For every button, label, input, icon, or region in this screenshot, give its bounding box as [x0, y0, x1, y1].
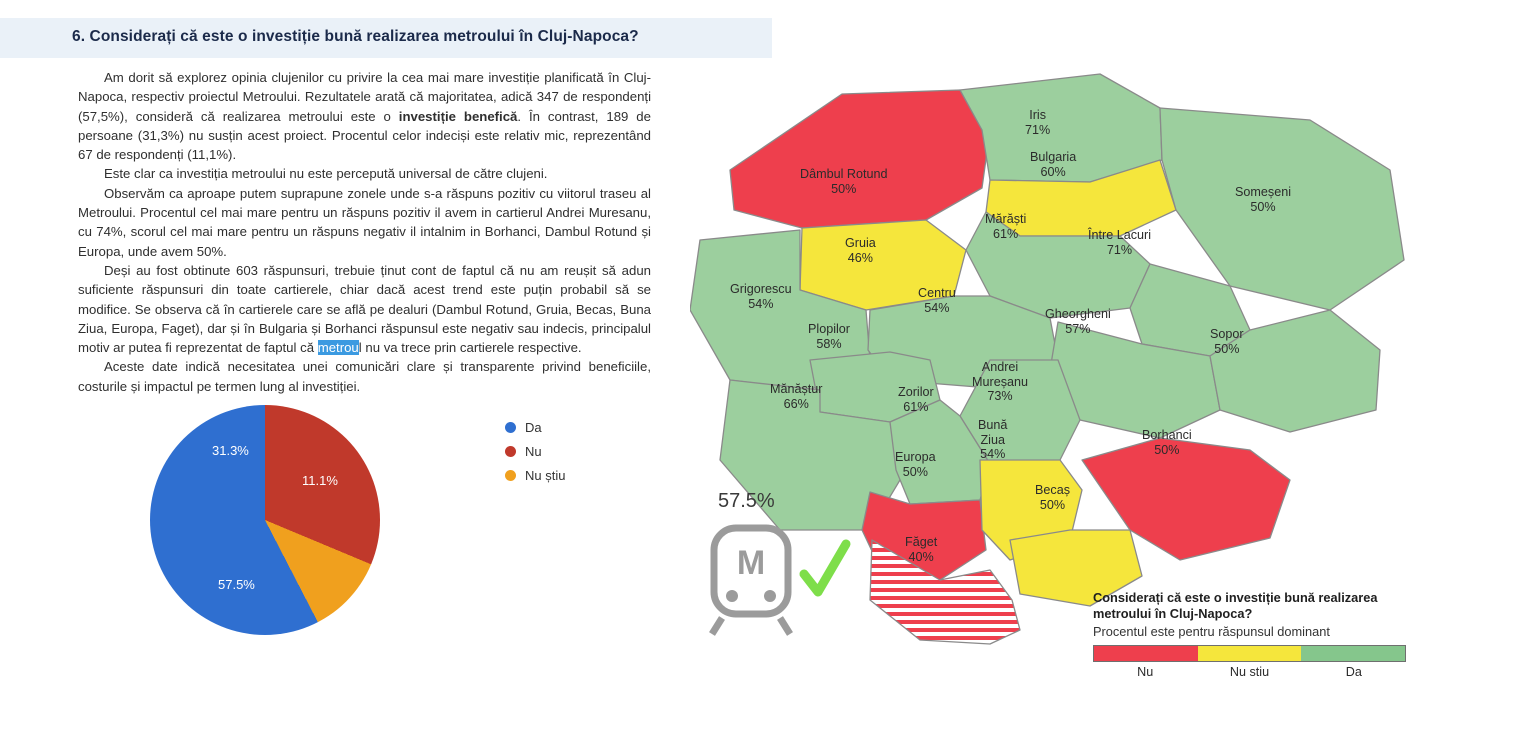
map-legend-seg-da: [1301, 646, 1405, 661]
map-label-grigorescu-name: Grigorescu: [730, 282, 792, 296]
map-label-gheorgheni-value: 57%: [1065, 321, 1091, 336]
map-label-dambul-name: Dâmbul Rotund: [800, 167, 888, 181]
map-label-gruia-name: Gruia: [845, 236, 876, 250]
paragraph-2: Este clar ca investiția metroului nu este percepută universal de către clujeni.: [104, 166, 548, 182]
metro-icon-group: [700, 518, 900, 638]
legend-swatch-nu: [505, 446, 516, 457]
legend-swatch-da: [505, 422, 516, 433]
legend-item-nustiu: [505, 463, 625, 487]
map-label-bulgaria-name: Bulgaria: [1030, 150, 1077, 164]
map-label-becas-value: 50%: [1039, 497, 1066, 512]
map-label-sopor-name: Sopor: [1210, 327, 1244, 341]
map-label-sopor-value: 50%: [1214, 341, 1240, 356]
map-legend-bar: [1093, 645, 1406, 662]
map-label-iris-name: Iris: [1029, 108, 1046, 122]
map-label-europa-value: 50%: [902, 464, 928, 479]
legend-item-nu: [505, 439, 625, 463]
legend-item-da: [505, 415, 625, 439]
metro-letter-m: M: [736, 544, 766, 582]
check-icon: [804, 544, 846, 592]
map-legend-label-nu: Nu: [1137, 665, 1154, 679]
map-label-plopilor-value: 58%: [816, 336, 842, 351]
p1-part-c: . În contrast, 189 de persoane (31,3%) nu susțin acest proiect. Procentul celor indeciși este relativ mic, reprezentând 67 de respondenți (11,1%).: [78, 108, 651, 163]
map-label-manastur-value: 66%: [783, 396, 809, 411]
region-gruia[interactable]: [800, 220, 966, 310]
map-label-centru-name: Centru: [918, 286, 956, 300]
map-label-zorilor-name: Zorilor: [898, 385, 934, 399]
map-label-faget-name: Făget: [905, 535, 938, 549]
map-legend-label-nustiu: Nu stiu: [1229, 665, 1270, 679]
map-label-zorilor-value: 61%: [903, 399, 929, 414]
map-legend-seg-nu: [1094, 646, 1198, 661]
map-label-someseni-name: Someșeni: [1235, 185, 1292, 199]
paragraph-1: [78, 68, 651, 164]
p1-part-a: Am dorit să explorez opinia clujenilor cu privire la cea mai mare investiție planificată în Cluj-Napoca, respectiv proiectul Metroului. Rezultatele arată că majoritatea, adică 347 de respondenți (57,5%), consideră că realizarea metroului este o: [78, 70, 651, 124]
p1-bold: investiție benefică: [398, 108, 518, 124]
map-legend-bar-labels: [1093, 665, 1406, 679]
map-label-centru-value: 54%: [924, 300, 950, 315]
map-label-plopilor-name: Plopilor: [808, 322, 850, 336]
legend-swatch-nustiu: [505, 470, 516, 481]
highlighted-text: metrou: [317, 340, 359, 356]
paragraph-4: [78, 261, 651, 357]
map-label-bulgaria-value: 60%: [1040, 164, 1066, 179]
article-body: [78, 68, 651, 396]
p4-part-a: Deși au fost obtinute 603 răspunsuri, trebuie ținut cont de faptul că nu am reușit să adun suficiente răspunsuri din toate cartierele, chiar dacă acest trend este puțin probabil să se modifice. Se observa că în cartierele care se află pe dealuri (Dambul Rotund, Gruia, Becas, Buna Ziua, Europa, Faget), dar și în Bulgaria și Borhanci răspunsul este negativ sau indecis, principalul motiv ar putea fi reprezentat de faptul că: [78, 262, 651, 356]
region-iris[interactable]: [960, 74, 1162, 182]
map-legend-seg-nustiu: [1198, 646, 1302, 661]
pie-slice-label-nu: 31.3%: [212, 443, 249, 458]
map-label-grigorescu-value: 54%: [748, 296, 774, 311]
map-label-intre-lacuri-value: 71%: [1106, 242, 1133, 257]
map-legend-label-da: Da: [1345, 665, 1362, 679]
map-label-borhanci-name: Borhanci: [1142, 428, 1192, 442]
pie-legend: [505, 415, 625, 487]
region-dambul-rotund[interactable]: [730, 90, 990, 228]
legend-label-da: Da: [525, 419, 542, 435]
map-label-intre-lacuri-name: Între Lacuri: [1088, 228, 1151, 242]
map-legend-title: Considerați că este o investiție bună realizarea metroului în Cluj-Napoca?: [1093, 590, 1378, 621]
map-label-manastur-name: Mănăștur: [770, 382, 823, 396]
map-label-europa-name: Europa: [895, 450, 936, 464]
map-label-marasti-name: Mărăști: [985, 212, 1027, 226]
paragraph-3: Observăm ca aproape putem suprapune zonele unde s-a răspuns pozitiv cu viitorul traseu al Metroului. Procentul cel mai mare pentru un răspuns pozitiv il avem in cartierul Andrei Muresanu, cu 74%, scorul cel mai mare pentru un răspuns negativ il intalnim in Borhanci, Dambul Rotund și Europa, unde avem 50%.: [78, 185, 651, 259]
map-label-borhanci-value: 50%: [1154, 442, 1180, 457]
paragraph-5: Aceste date indică necesitatea unei comunicări clare și transparente privind beneficiile, costurile și impactul pe termen lung al investiției.: [78, 359, 651, 394]
map-label-andrei-name: Andrei: [981, 360, 1019, 374]
map-label-bunaziua-value: 54%: [980, 447, 1006, 461]
map-legend: [1093, 590, 1433, 679]
page-title: 6. Considerați că este o investiție bună realizarea metroului în Cluj-Napoca?: [72, 28, 639, 45]
map-label-marasti-value: 61%: [993, 226, 1019, 241]
p4-part-b: l nu va trece prin cartierele respective.: [358, 340, 582, 356]
map-label-iris-value: 71%: [1025, 122, 1051, 137]
pie-slice-label-da: 57.5%: [218, 577, 255, 592]
metro-percentage: 57.5%: [718, 490, 775, 512]
map-label-andrei-name2: Mureșanu: [972, 374, 1029, 389]
pie-chart: [150, 405, 566, 635]
metro-indicator: [700, 490, 900, 640]
legend-label-nustiu: Nu știu: [525, 467, 566, 483]
map-label-bunaziua-name2: Ziua: [980, 432, 1005, 447]
map-label-andrei-value: 73%: [987, 389, 1013, 403]
map-label-someseni-value: 50%: [1250, 199, 1276, 214]
map-label-faget-value: 40%: [908, 549, 934, 564]
map-label-gruia-value: 46%: [847, 250, 873, 265]
legend-label-nu: Nu: [525, 443, 542, 459]
map-legend-subtitle: Procentul este pentru răspunsul dominant: [1093, 624, 1330, 639]
map-label-bunaziua-name: Bună: [978, 418, 1008, 432]
map-label-dambul-value: 50%: [831, 181, 857, 196]
map-label-gheorgheni-name: Gheorgheni: [1045, 307, 1111, 321]
pie-circle: [150, 405, 380, 635]
pie-slice-label-nustiu: 11.1%: [302, 473, 338, 488]
map-label-becas-name: Becaș: [1035, 483, 1071, 497]
